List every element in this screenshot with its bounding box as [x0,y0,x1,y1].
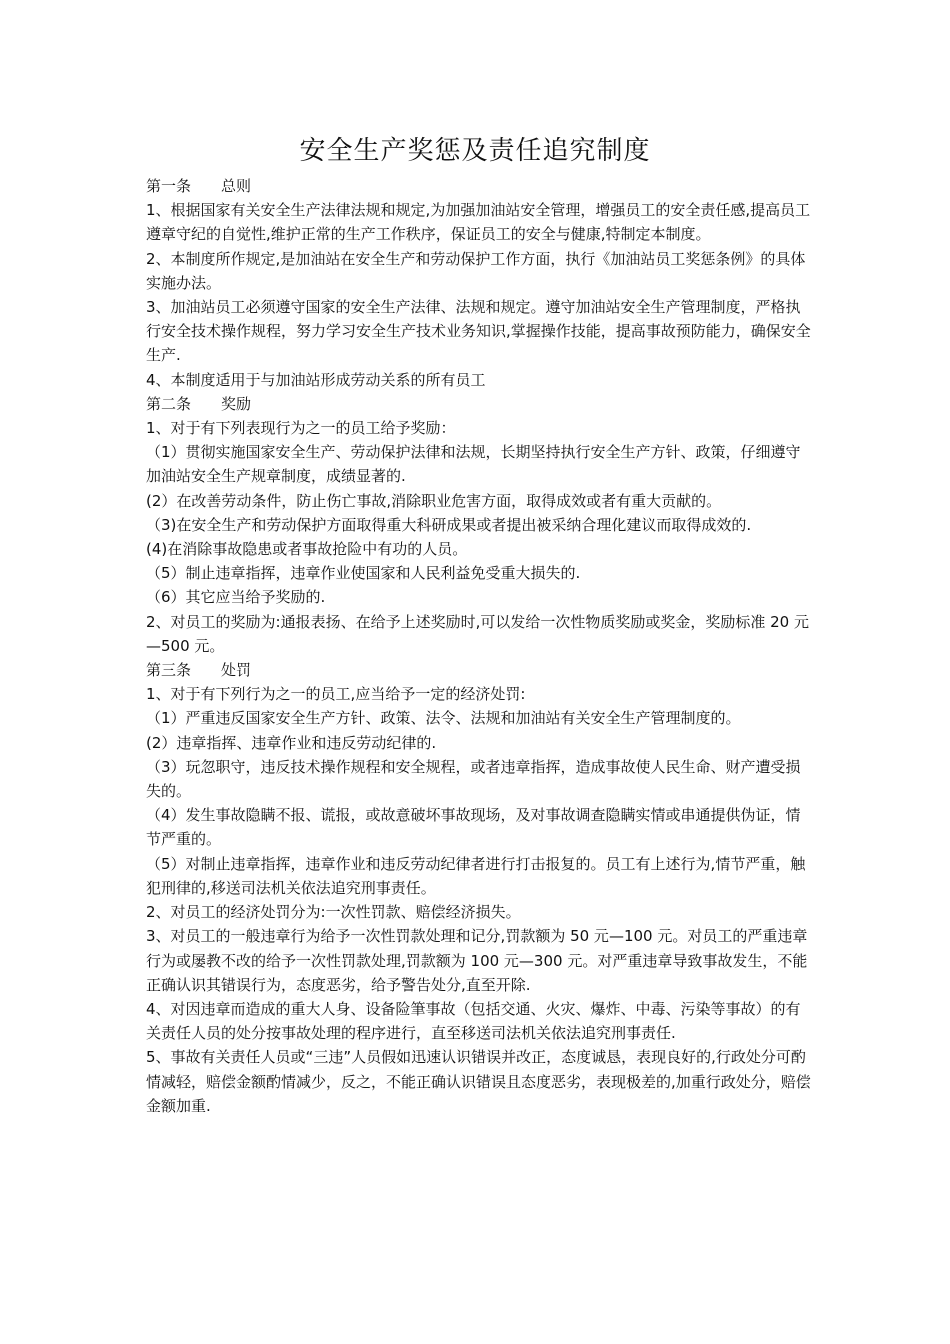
section-heading [146,392,812,416]
paragraph: 2、对员工的奖励为:通报表扬、在给予上述奖励时,可以发给一次性物质奖励或奖金，奖励标准 20 元—500 元。 [146,612,809,655]
paragraph: 3、对员工的一般违章行为给予一次性罚款处理和记分,罚款额为 50 元—100 元。对员工的严重违章行为或屡教不改的给予一次性罚款处理,罚款额为 100 元—300 元。对严重违章导致事故发生，不能正确认识其错误行为，态度恶劣，给予警告处分,直至开除. [146,927,808,994]
section-number: 第三条 [146,661,192,680]
paragraph: 5、事故有关责任人员或“三违”人员假如迅速认识错误并改正，态度诚恳，表现良好的,行政处分可酌情减轻，赔偿金额酌情减少，反之，不能正确认识错误且态度恶劣，表现极差的,加重行政处分，赔偿金额加重. [146,1048,811,1115]
paragraph: 3、加油站员工必须遵守国家的安全生产法律、法规和规定。遵守加油站安全生产管理制度，严格执行安全技术操作规程，努力学习安全生产技术业务知识,掌握操作技能，提高事故预防能力，确保安全生产. [146,298,811,365]
paragraph: （5）制止违章指挥，违章作业使国家和人民利益免受重大损失的. [146,564,581,583]
section-heading [146,658,812,682]
paragraph: 2、对员工的经济处罚分为:一次性罚款、赔偿经济损失。 [146,903,521,922]
document-body [146,174,812,1118]
page-title: 安全生产奖惩及责任追究制度 [299,136,651,166]
paragraph: （3)在安全生产和劳动保护方面取得重大科研成果或者提出被采纳合理化建议而取得成效的. [146,515,752,534]
paragraph: (2）违章指挥、违章作业和违反劳动纪律的. [146,733,437,752]
paragraph: 2、本制度所作规定,是加油站在安全生产和劳动保护工作方面，执行《加油站员工奖惩条例》的具体实施办法。 [146,249,806,292]
paragraph: (4)在消除事故隐患或者事故抢险中有功的人员。 [146,540,468,559]
paragraph: （6）其它应当给予奖励的. [146,588,326,607]
section-title: 处罚 [221,661,252,680]
paragraph: 1、根据国家有关安全生产法律法规和规定,为加强加油站安全管理，增强员工的安全责任感,提高员工遵章守纪的自觉性,维护正常的生产工作秩序，保证员工的安全与健康,特制定本制度。 [146,201,811,244]
section-number: 第一条 [146,177,192,195]
paragraph: 1、对于有下列表现行为之一的员工给予奖励： [146,419,456,438]
paragraph: （1）严重违反国家安全生产方针、政策、法令、法规和加油站有关安全生产管理制度的。 [146,709,741,728]
paragraph: 4、本制度适用于与加油站形成劳动关系的所有员工 [146,370,486,389]
paragraph: （4）发生事故隐瞒不报、谎报，或故意破坏事故现场，及对事故调查隐瞒实情或串通提供伪证，情节严重的。 [146,806,801,849]
section-title: 奖励 [221,394,252,413]
paragraph: （3）玩忽职守，违反技术操作规程和安全规程，或者违章指挥，造成事故使人民生命、财产遭受损失的。 [146,757,801,801]
section-number: 第二条 [146,394,192,413]
paragraph: （5）对制止违章指挥，违章作业和违反劳动纪律者进行打击报复的。员工有上述行为,情节严重，触犯刑律的,移送司法机关依法追究刑事责任。 [146,854,806,897]
paragraph: 4、对因违章而造成的重大人身、设备险筆事故（包括交通、火灾、爆炸、中毒、污染等事故）的有关责任人员的处分按事故处理的程序进行，直至移送司法机关依法追究刑事责任. [146,999,801,1043]
section-title: 总则 [221,177,252,195]
paragraph: （1）贯彻实施国家安全生产、劳动保护法律和法规，长期坚持执行安全生产方针、政策，仔细遵守加油站安全生产规章制度，成绩显著的. [146,443,801,486]
paragraph: 1、对于有下列行为之一的员工,应当给予一定的经济处罚: [146,685,526,704]
paragraph: (2）在改善劳动条件，防止伤亡事故,消除职业危害方面，取得成效或者有重大贡献的。 [146,491,722,510]
section-heading [146,174,812,198]
